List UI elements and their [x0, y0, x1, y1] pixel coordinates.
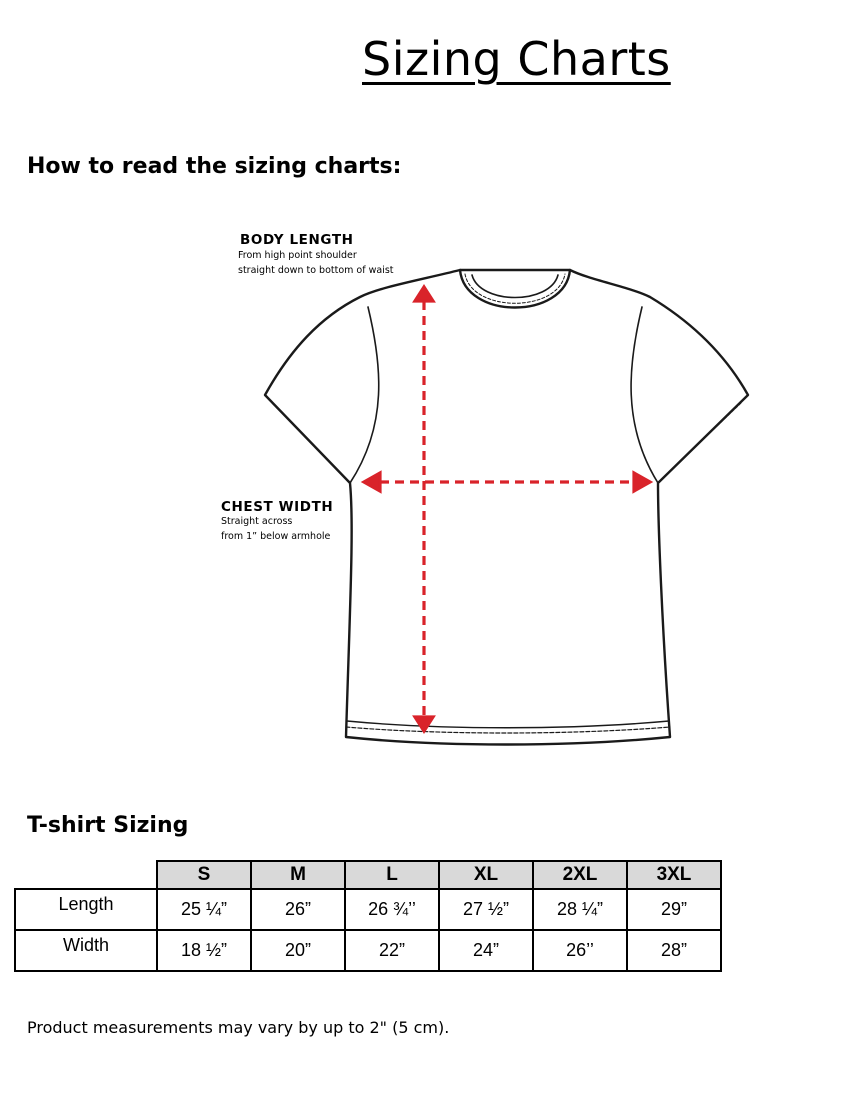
- table-cell: 24”: [439, 930, 533, 971]
- size-col-xl: XL: [439, 861, 533, 889]
- table-cell: 29”: [627, 889, 721, 930]
- size-table: [14, 860, 722, 972]
- body-length-desc-1: From high point shoulder: [238, 250, 357, 261]
- how-to-heading: How to read the sizing charts:: [27, 154, 402, 179]
- body-length-label: BODY LENGTH: [240, 232, 354, 248]
- table-cell: 22”: [345, 930, 439, 971]
- table-cell: 26 ¾’’: [345, 889, 439, 930]
- page-title: Sizing Charts: [362, 32, 671, 86]
- tshirt-sizing-heading: T-shirt Sizing: [27, 813, 189, 838]
- table-cell: 18 ½”: [157, 930, 251, 971]
- measurement-note: Product measurements may vary by up to 2" (5 cm).: [27, 1018, 450, 1037]
- table-row-length: [15, 889, 721, 930]
- body-length-desc-2: straight down to bottom of waist: [238, 265, 394, 276]
- chest-width-desc-1: Straight across: [221, 516, 293, 527]
- table-corner: [15, 861, 157, 889]
- tshirt-diagram: [210, 225, 770, 765]
- size-col-m: M: [251, 861, 345, 889]
- table-cell: 26’’: [533, 930, 627, 971]
- table-cell: 20”: [251, 930, 345, 971]
- table-cell: 27 ½”: [439, 889, 533, 930]
- table-row-width: [15, 930, 721, 971]
- tshirt-outline: [265, 270, 748, 745]
- size-col-l: L: [345, 861, 439, 889]
- tshirt-body: [265, 270, 748, 745]
- row-label-length: Length: [15, 889, 157, 930]
- chest-width-desc-2: from 1” below armhole: [221, 531, 331, 542]
- table-cell: 28 ¼”: [533, 889, 627, 930]
- size-col-3xl: 3XL: [627, 861, 721, 889]
- table-cell: 25 ¼”: [157, 889, 251, 930]
- size-header-row: [15, 861, 721, 889]
- table-cell: 26”: [251, 889, 345, 930]
- table-cell: 28”: [627, 930, 721, 971]
- chest-width-label: CHEST WIDTH: [221, 499, 334, 515]
- size-col-2xl: 2XL: [533, 861, 627, 889]
- size-col-s: S: [157, 861, 251, 889]
- row-label-width: Width: [15, 930, 157, 971]
